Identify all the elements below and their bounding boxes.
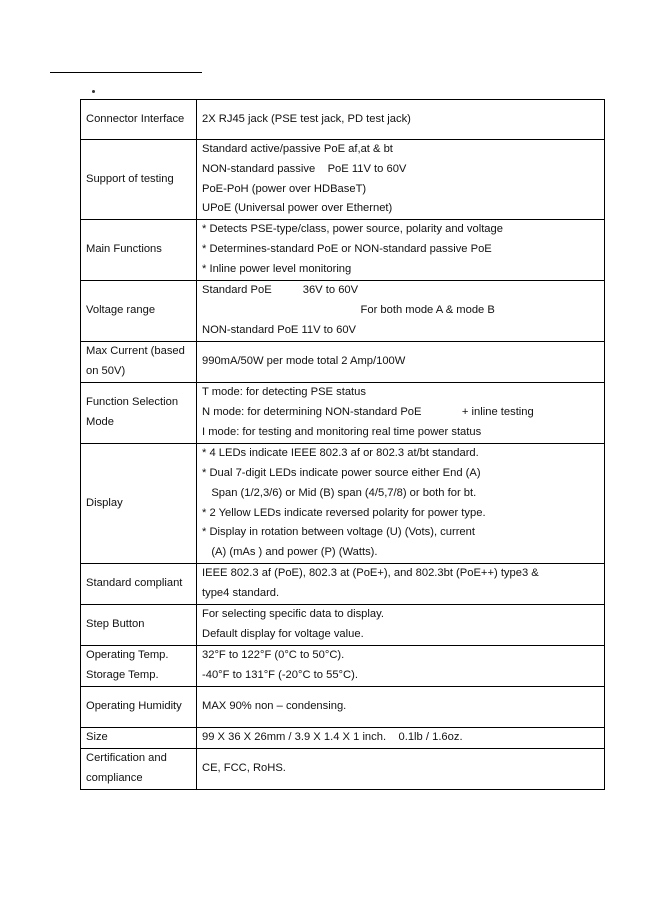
table-row [81,383,605,444]
row-value [197,646,605,687]
table-row [81,342,605,383]
value-line: 2X RJ45 jack (PSE test jack, PD test jack) [202,112,411,125]
value-line: NON-standard passive PoE 11V to 60V [202,162,407,175]
row-label: Function Selection Mode [81,383,197,444]
value-line: Standard active/passive PoE af,at & bt [202,143,393,156]
heading-underline [50,72,202,73]
value-line: * Dual 7-digit LEDs indicate power source either End (A) [202,467,481,480]
row-value [197,220,605,281]
row-value [197,564,605,605]
row-value [197,100,605,140]
value-line: NON-standard PoE 11V to 60V [202,323,357,336]
table-row [81,220,605,281]
value-line: MAX 90% non – condensing. [202,700,347,713]
row-label: Max Current (based on 50V) [81,342,197,383]
value-line: For selecting specific data to display. [202,608,384,621]
value-line: * Inline power level monitoring [202,262,352,275]
row-value [197,687,605,728]
row-value [197,749,605,790]
value-line: * 2 Yellow LEDs indicate reversed polarity for power type. [202,506,486,519]
specification-table [80,99,605,790]
table-row [81,444,605,564]
row-label: Operating Temp. Storage Temp. [81,646,197,687]
row-label: Connector Interface [81,100,197,140]
value-line: * Detects PSE-type/class, power source, polarity and voltage [202,223,503,236]
row-value [197,605,605,646]
value-line: * 4 LEDs indicate IEEE 802.3 af or 802.3 at/bt standard. [202,447,479,460]
table-row [81,100,605,140]
row-value [197,444,605,564]
value-line: Standard PoE 36V to 60V [202,284,359,297]
row-label: Standard compliant [81,564,197,605]
row-label: Main Functions [81,220,197,281]
value-line: 99 X 36 X 26mm / 3.9 X 1.4 X 1 inch. 0.1lb / 1.6oz. [202,731,463,744]
table-row [81,605,605,646]
row-label: Step Button [81,605,197,646]
table-row [81,564,605,605]
row-value [197,728,605,749]
row-value [197,383,605,444]
value-line: (A) (mAs ) and power (P) (Watts). [202,545,378,558]
value-line: PoE-PoH (power over HDBaseT) [202,182,367,195]
value-line: T mode: for detecting PSE status [202,386,366,399]
row-label: Size [81,728,197,749]
row-value [197,140,605,220]
value-line: -40°F to 131°F (-20°C to 55°C). [202,669,358,681]
row-label: Support of testing [81,140,197,220]
row-value [197,281,605,342]
value-line: type4 standard. [202,587,280,599]
value-line: I mode: for testing and monitoring real time power status [202,425,482,438]
value-line: * Determines-standard PoE or NON-standard passive PoE [202,243,492,256]
row-value [197,342,605,383]
value-line: 32°F to 122°F (0°C to 50°C). [202,649,345,662]
value-line: 990mA/50W per mode total 2 Amp/100W [202,355,406,368]
table-row [81,687,605,728]
table-row [81,140,605,220]
bullet-dot [92,90,95,93]
value-line: * Display in rotation between voltage (U) (Vots), current [202,526,475,539]
value-line: For both mode A & mode B [202,304,495,317]
value-line: Span (1/2,3/6) or Mid (B) span (4/5,7/8) or both for bt. [202,486,477,499]
row-label: Certification and compliance [81,749,197,790]
row-label: Operating Humidity [81,687,197,728]
table-row [81,646,605,687]
table-row [81,728,605,749]
value-line: UPoE (Universal power over Ethernet) [202,202,393,215]
value-line: CE, FCC, RoHS. [202,762,286,775]
value-line: Default display for voltage value. [202,628,364,640]
table-row [81,749,605,790]
row-label: Display [81,444,197,564]
value-line: IEEE 802.3 af (PoE), 802.3 at (PoE+), and 802.3bt (PoE++) type3 & [202,567,539,580]
table-row [81,281,605,342]
row-label: Voltage range [81,281,197,342]
value-line: N mode: for determining NON-standard PoE + inline testing [202,406,534,419]
